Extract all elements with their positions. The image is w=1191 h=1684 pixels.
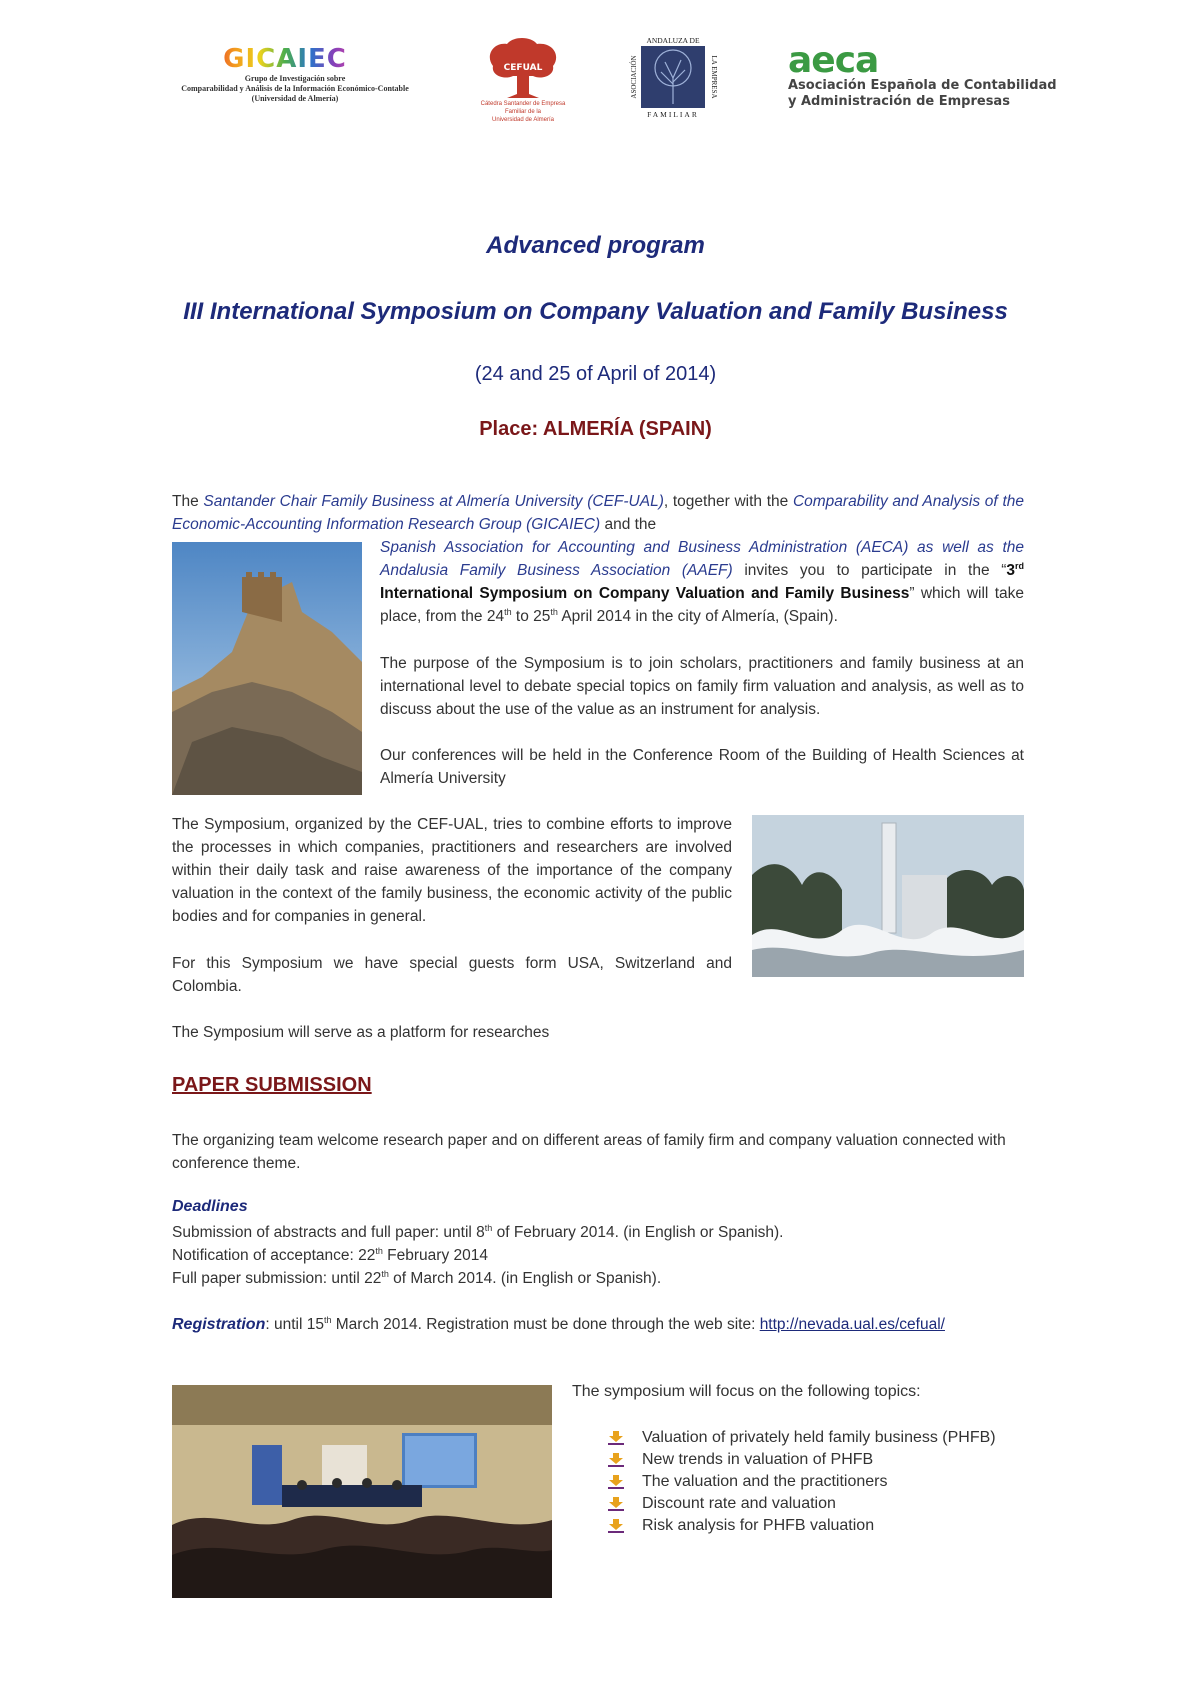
arrow-down-bullet-icon: [608, 1497, 624, 1511]
gicaiec-logo-line3: (Universidad de Almería): [251, 94, 339, 103]
ordinal-suffix: th: [504, 606, 512, 617]
registration-label: Registration: [172, 1316, 266, 1333]
topic-label: Risk analysis for PHFB valuation: [642, 1517, 875, 1534]
arrow-down-bullet-icon: [608, 1519, 624, 1533]
aef-left-text: ASOCIACIÓN: [630, 55, 638, 99]
symposium-name: International Symposium on Company Valuation and Family Business: [380, 585, 910, 602]
topic-list: [608, 1427, 1048, 1537]
almeria-fountain-photo: [752, 815, 1024, 977]
intro-text: to 25: [511, 608, 551, 625]
event-place: Place: ALMERÍA (SPAIN): [479, 418, 712, 440]
cefual-logo: [468, 36, 578, 136]
event-dates: (24 and 25 of April of 2014): [474, 363, 717, 385]
intro-text: , together with the: [663, 493, 793, 510]
cefual-caption-3: Universidad de Almería: [491, 117, 555, 123]
aef-top-text: ANDALUZA DE: [646, 36, 700, 45]
arrow-down-bullet-icon: [608, 1475, 624, 1489]
topic-item: [608, 1493, 1048, 1515]
deadline-text: Notification of acceptance: 22: [172, 1247, 376, 1264]
intro-text: and the: [600, 516, 657, 533]
alcazaba-castle-photo: [172, 542, 362, 795]
cefual-caption-1: Cátedra Santander de Empresa: [480, 101, 566, 107]
conference-room-photo: [172, 1385, 552, 1598]
deadlines-heading: Deadlines: [172, 1198, 248, 1215]
arrow-down-bullet-icon: [608, 1453, 624, 1467]
arrow-down-bullet-icon: [608, 1431, 624, 1445]
paper-submission-heading: PAPER SUBMISSION: [172, 1074, 372, 1096]
cefual-caption-2: Familiar de la: [504, 109, 541, 115]
intro-paragraph-top: [172, 490, 1024, 536]
registration-link[interactable]: http://nevada.ual.es/cefual/: [759, 1316, 945, 1333]
gicaiec-logo-name: GICAIEC: [210, 44, 360, 74]
venue-paragraph: Our conferences will be held in the Conference Room of the Building of Health Sciences at Almería University: [380, 747, 1024, 787]
submission-paragraph: The organizing team welcome research paper and on different areas of family firm and company valuation connected with conference theme.: [172, 1132, 1006, 1172]
deadline-text: of March 2014. (in English or Spanish).: [388, 1270, 662, 1287]
program-title: Advanced program: [486, 232, 705, 259]
ordinal-suffix: th: [323, 1314, 332, 1325]
topic-label: Discount rate and valuation: [642, 1495, 836, 1512]
deadline-full-paper: [172, 1267, 1024, 1290]
aeca-aaef-name: Spanish Association for Accounting and Business Administration (AECA) as well as the Andalusia Family Business Association (AAEF): [380, 539, 1024, 579]
topic-item: [608, 1471, 1048, 1493]
deadline-text: Submission of abstracts and full paper: until 8: [172, 1224, 485, 1241]
aeca-logo-line1: Asociación Española de Contabilidad: [788, 78, 1057, 93]
aef-bottom-text: FAMILIAR: [647, 110, 699, 119]
gicaiec-logo-line2: Comparabilidad y Análisis de la Información Económico-Contable: [181, 84, 409, 93]
deadline-text: February 2014: [382, 1247, 488, 1264]
topic-label: The valuation and the practitioners: [642, 1473, 888, 1490]
intro-text: ” which will take place, from the 24: [380, 585, 1025, 625]
registration-text: March 2014. Registration must be done through the web site:: [331, 1316, 760, 1333]
topic-label: New trends in valuation of PHFB: [642, 1451, 874, 1468]
aef-logo: [625, 34, 721, 120]
ordinal-suffix: th: [484, 1222, 493, 1233]
registration-line: [172, 1313, 1032, 1336]
ordinal-suffix: th: [381, 1268, 389, 1279]
aef-right-text: LA EMPRESA: [710, 55, 718, 99]
topics-intro: The symposium will focus on the following topics:: [572, 1383, 921, 1400]
deadline-text: of February 2014. (in English or Spanish).: [492, 1224, 784, 1241]
aeca-logo-name: aeca: [788, 40, 879, 81]
aef-seal-icon: [625, 34, 721, 120]
intro-text: April 2014 in the city of Almería, (Spain).: [557, 608, 838, 625]
tree-icon: [483, 36, 563, 100]
intro-text: The: [172, 493, 204, 510]
deadline-abstracts: [172, 1221, 1024, 1244]
topic-item: [608, 1427, 1048, 1449]
deadline-text: Full paper submission: until 22: [172, 1270, 382, 1287]
ordinal-suffix: th: [550, 606, 558, 617]
intro-paragraph-right: [380, 536, 1024, 628]
registration-text: : until 15: [265, 1316, 324, 1333]
edition-suffix: rd: [1015, 560, 1024, 571]
ordinal-suffix: th: [375, 1245, 383, 1256]
gicaiec-name: Comparability and Analysis of the Economic-Accounting Information Research Group (GICAIEC): [172, 493, 1024, 533]
aeca-logo-line2: y Administración de Empresas: [788, 94, 1010, 109]
topic-item: [608, 1515, 1048, 1537]
deadline-notification: [172, 1244, 1024, 1267]
intro-text: invites you to participate in the “: [732, 562, 1007, 579]
symposium-title: III International Symposium on Company Valuation and Family Business: [183, 298, 1008, 325]
topic-label: Valuation of privately held family business (PHFB): [642, 1429, 996, 1446]
gicaiec-logo: [150, 44, 440, 114]
guests-paragraph: For this Symposium we have special guests form USA, Switzerland and Colombia.: [172, 955, 732, 995]
edition-number: 3: [1006, 562, 1015, 579]
cefual-logo-name: CEFUAL: [503, 63, 543, 73]
cef-ual-name: Santander Chair Family Business at Almería University (CEF-UAL): [203, 493, 664, 510]
gicaiec-logo-line1: Grupo de Investigación sobre: [244, 74, 346, 83]
platform-paragraph: The Symposium will serve as a platform for researches: [172, 1024, 550, 1041]
aeca-logo: [788, 40, 1088, 114]
organization-paragraph: The Symposium, organized by the CEF-UAL, tries to combine efforts to improve the processes in which companies, practitioners and researchers are involved within their daily task and raise awareness of the importance of the company valuation in the context of the family business, the economic activity of the public bodies and for companies in general.: [172, 816, 732, 925]
purpose-paragraph: The purpose of the Symposium is to join scholars, practitioners and family business at an international level to debate special topics on family firm valuation and analysis, as well as to discuss about the use of the value as an instrument for analysis.: [380, 655, 1024, 718]
topic-item: [608, 1449, 1048, 1471]
